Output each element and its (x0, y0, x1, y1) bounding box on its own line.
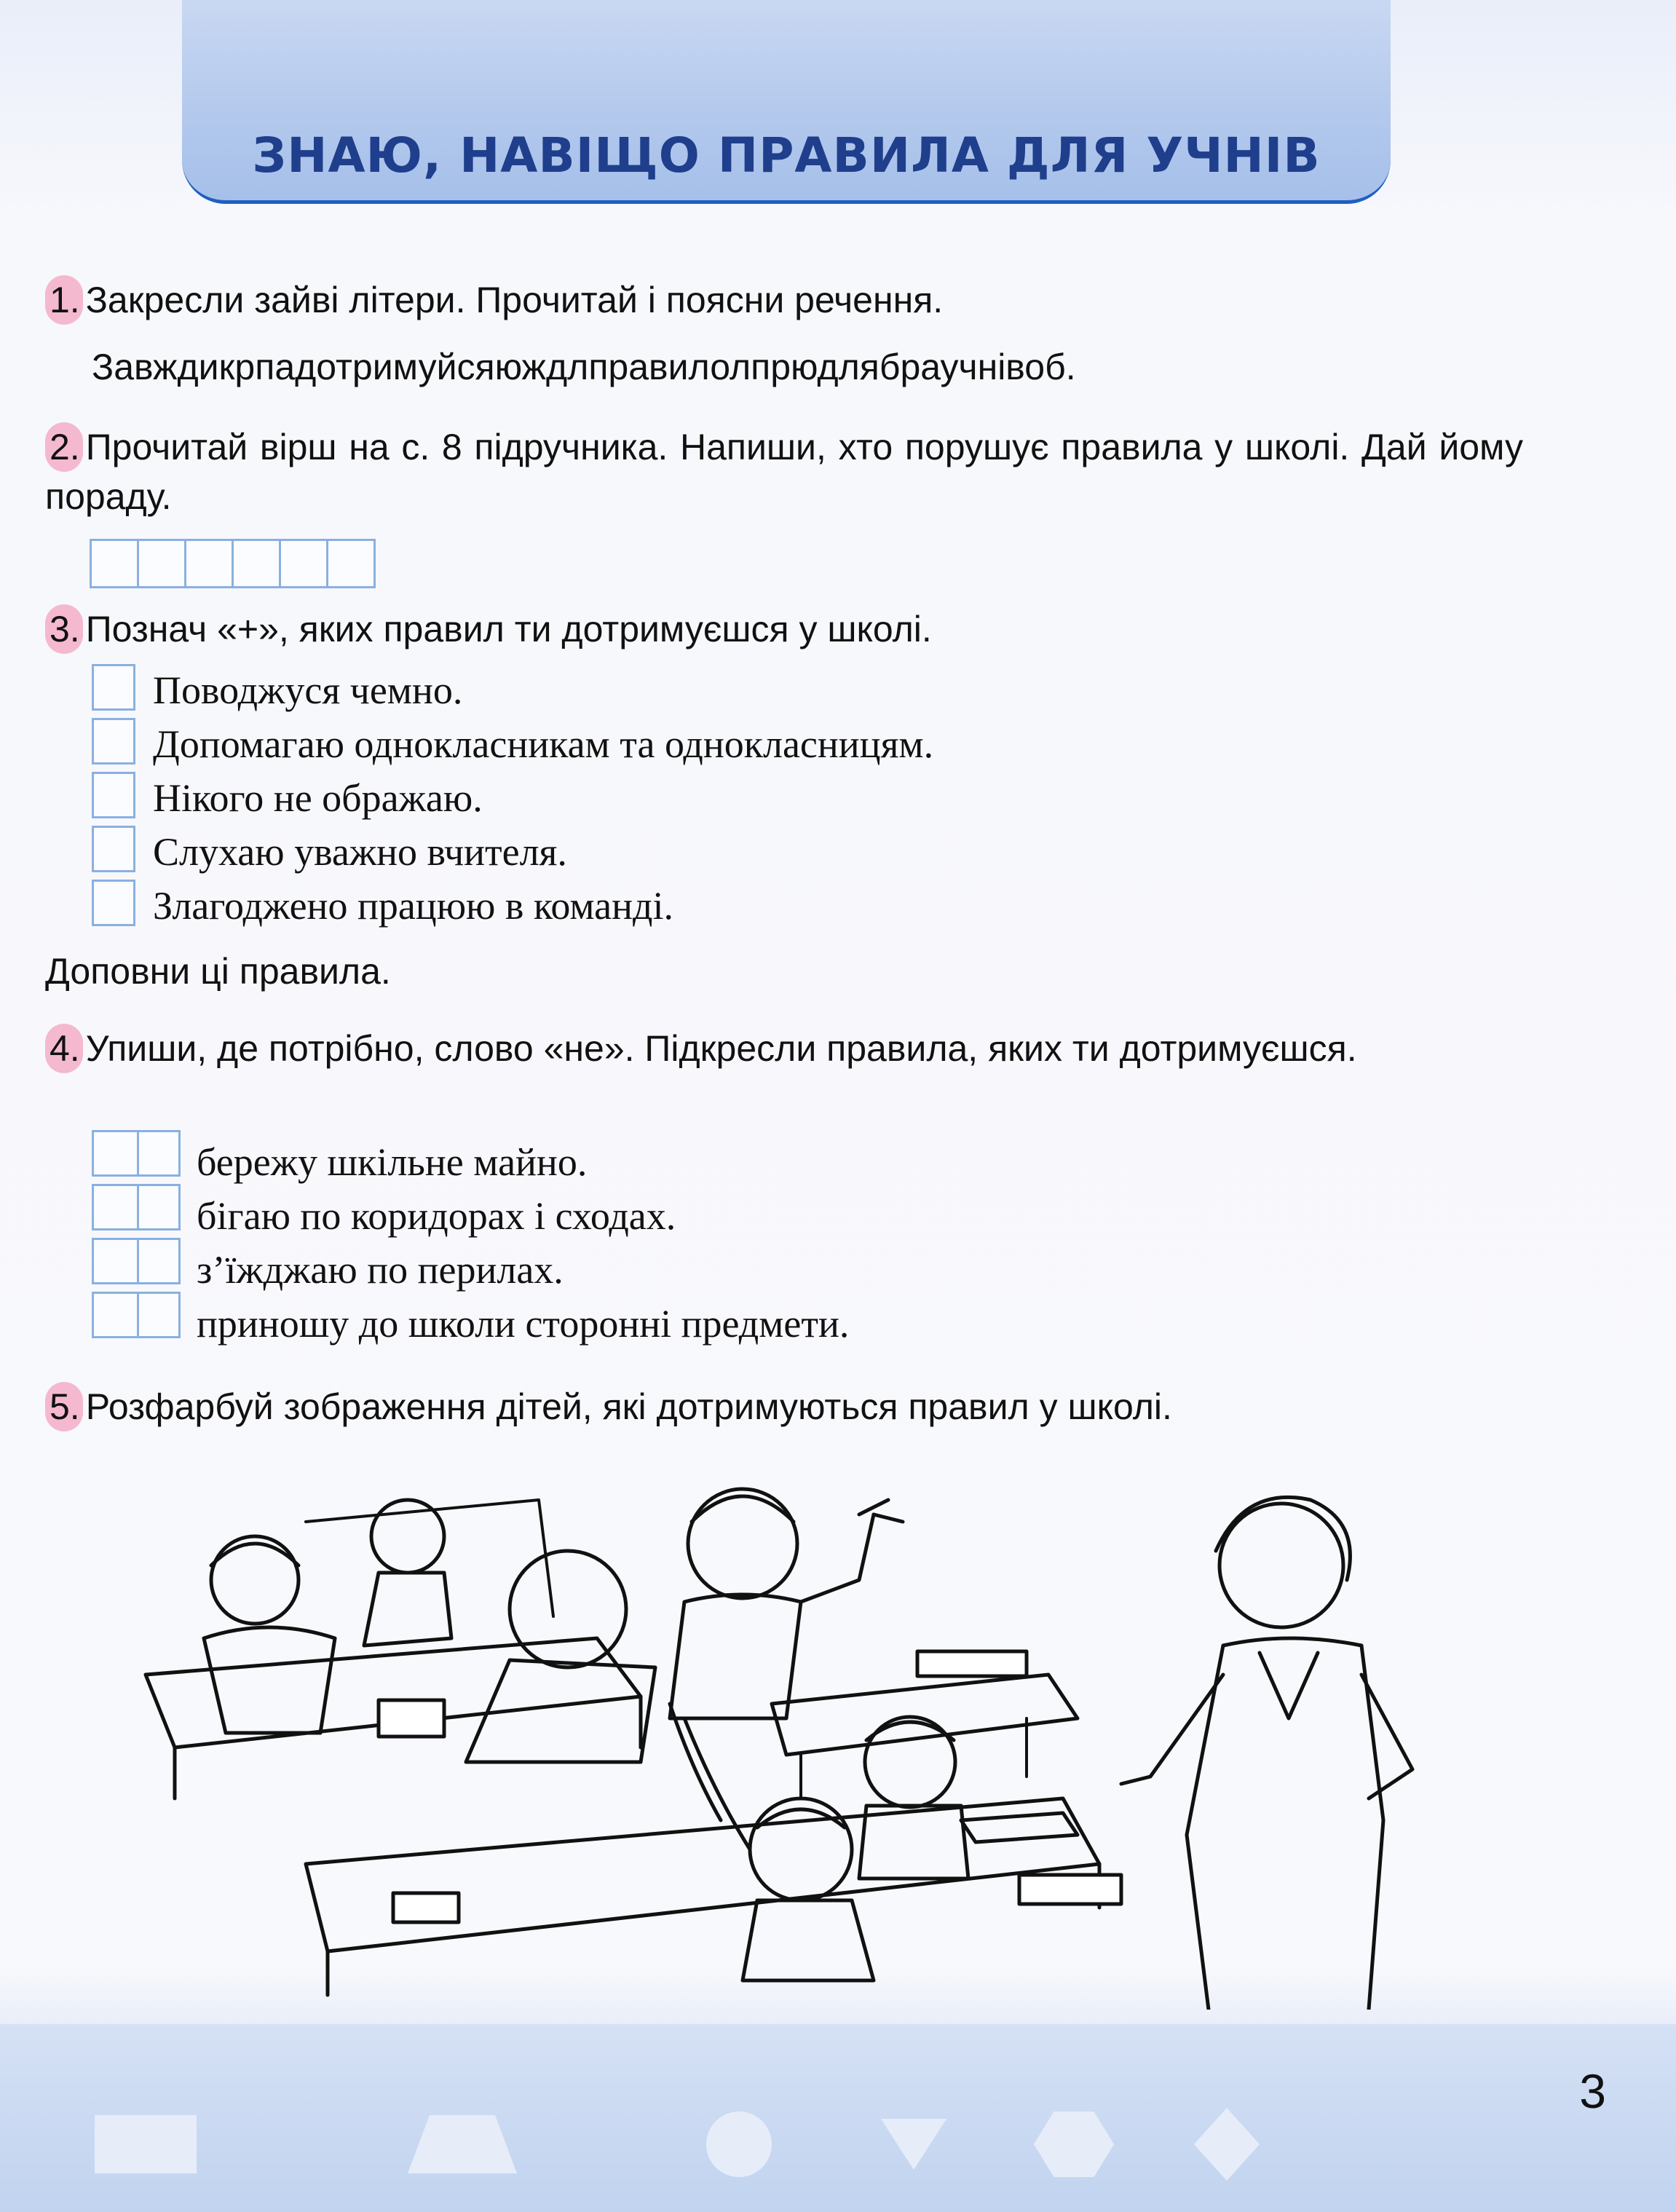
page-number: 3 (1579, 2064, 1606, 2118)
grid-cell[interactable] (90, 539, 139, 588)
task-2-text: Прочитай вірш на с. 8 підручника. Напиши, хто порушує правила у школі. Дай йому пораду. (45, 427, 1523, 517)
task-4-text: Упиши, де потрібно, слово «не». Підкресли правила, яких ти дотримуєшся. (85, 1028, 1357, 1069)
rule-item: бережу шкільне майно. (197, 1140, 588, 1184)
rule-item: бігаю по коридорах і сходах. (197, 1194, 676, 1238)
ne-input-box[interactable] (92, 1130, 181, 1177)
rule-item: приношу до школи сторонні предмети. (197, 1302, 850, 1346)
task-4-instruction (45, 1024, 1523, 1073)
footer-band (0, 2024, 1676, 2212)
grid-cell[interactable] (137, 539, 186, 588)
task-2-number: 2. (45, 422, 83, 472)
task-3-text: Познач «+», яких правил ти дотримуєшся у школі. (85, 609, 932, 649)
task-5-text: Розфарбуй зображення дітей, які дотримуються правил у школі. (85, 1386, 1172, 1427)
rule-item: Злагоджено працюю в команді. (153, 884, 673, 928)
rule-checkbox[interactable] (92, 826, 135, 872)
task-3-instruction (45, 604, 932, 654)
rule-checkbox[interactable] (92, 772, 135, 818)
answer-grid[interactable] (92, 539, 376, 588)
rule-item: Допомагаю однокласникам та однокласницям. (153, 722, 934, 766)
task-4-number: 4. (45, 1024, 83, 1073)
classroom-illustration[interactable] (131, 1456, 1442, 2010)
rule-item: з’їжджаю по перилах. (197, 1248, 564, 1292)
rule-checkbox[interactable] (92, 664, 135, 711)
circle-shape-icon (706, 2112, 772, 2177)
rule-item: Поводжуся чемно. (153, 668, 463, 712)
ne-input-box[interactable] (92, 1292, 181, 1338)
rule-checkbox[interactable] (92, 880, 135, 926)
rule-item: Слухаю уважно вчителя. (153, 830, 567, 874)
grid-cell[interactable] (326, 539, 376, 588)
task-1-instruction (45, 275, 943, 325)
task-3-footer: Доповни ці правила. (45, 951, 391, 992)
task-1-text: Закресли зайві літери. Прочитай і поясни речення. (85, 280, 944, 320)
ne-input-box[interactable] (92, 1238, 181, 1284)
rectangle-shape-icon (95, 2115, 197, 2173)
grid-cell[interactable] (184, 539, 234, 588)
task-1-letter-string: Завждикрпадотримуйсяюждлправилолпрюдлябраучнівоб. (92, 347, 1076, 387)
page-title: ЗНАЮ, НАВІЩО ПРАВИЛА ДЛЯ УЧНІВ (252, 127, 1321, 183)
grid-cell[interactable] (279, 539, 328, 588)
task-5-instruction (45, 1382, 1172, 1431)
task-5-number: 5. (45, 1382, 83, 1431)
task-3-number: 3. (45, 604, 83, 654)
rule-item: Нікого не ображаю. (153, 776, 483, 820)
grid-cell[interactable] (232, 539, 281, 588)
task-2-instruction (45, 422, 1523, 521)
task-1-number: 1. (45, 275, 83, 325)
ne-input-box[interactable] (92, 1184, 181, 1231)
rule-checkbox[interactable] (92, 718, 135, 765)
